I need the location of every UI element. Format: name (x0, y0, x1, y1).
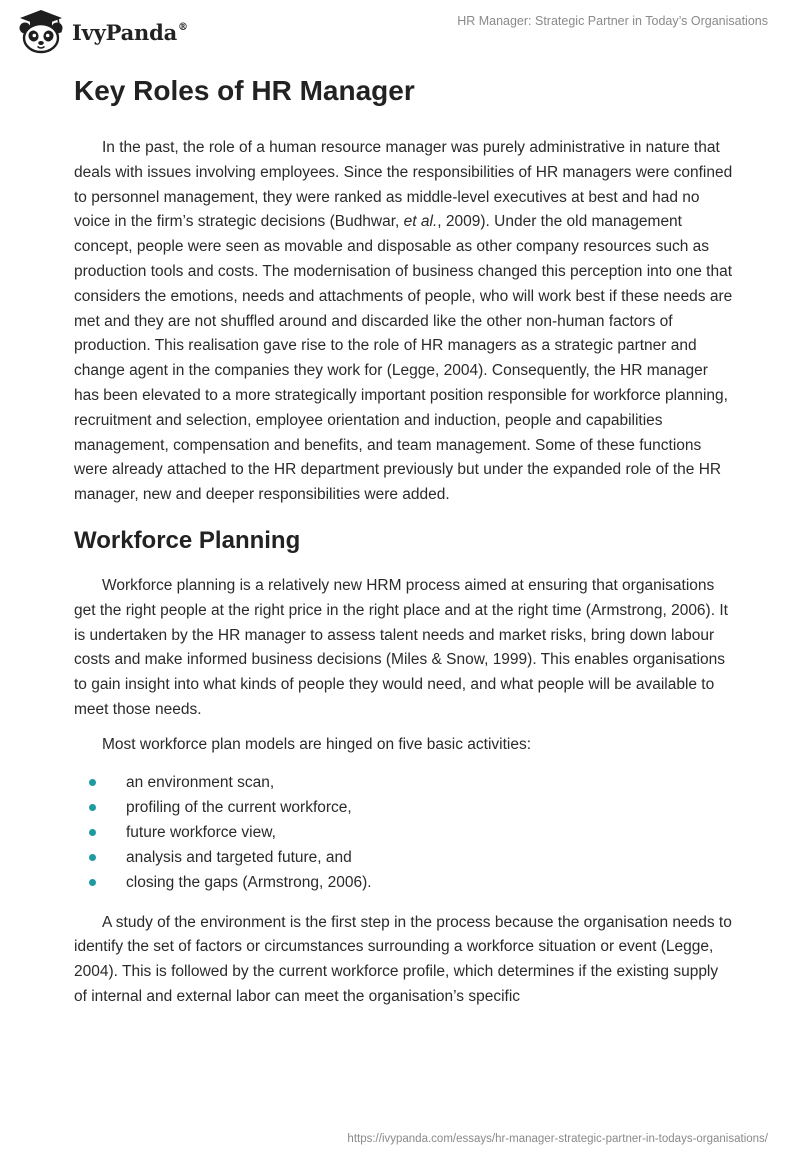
paragraph-environment-study: A study of the environment is the first step in the process because the organisation needs to identify the set of factors or circumstances surrounding a workforce situation or event (Legge, 2004). This is followed by the current workforce profile, which determines if the existing supply of internal and external labor can meet the organisation’s specific (74, 913, 732, 1005)
section-heading-workforce-planning: Workforce Planning (74, 526, 301, 554)
logo[interactable] (16, 8, 188, 54)
paragraph-workforce-planning-intro: Workforce planning is a relatively new HRM process aimed at ensuring that organisations get the right people at the right price in the right place and at the right time (Armstrong, 2006). It is undertaken by the HR manager to assess talent needs and market risks, bring down labour costs and make informed business decisions (Miles & Snow, 1999). This enables organisations to gain insight into what kinds of people they would need, and what people will be available to meet those needs. (74, 576, 728, 718)
bullet-icon (89, 854, 96, 861)
document-title: HR Manager: Strategic Partner in Today’s Organisations (457, 14, 768, 28)
list-item: profiling of the current workforce, (74, 795, 734, 820)
list-item: analysis and targeted future, and (74, 845, 734, 870)
panda-logo-icon (16, 8, 66, 54)
bullet-icon (89, 829, 96, 836)
list-item: future workforce view, (74, 820, 734, 845)
bullet-icon (89, 879, 96, 886)
logo-text: IvyPanda® (72, 19, 188, 45)
section-heading-key-roles: Key Roles of HR Manager (74, 75, 415, 106)
paragraph-workforce-models: Most workforce plan models are hinged on five basic activities: (102, 735, 532, 753)
source-url[interactable]: https://ivypanda.com/essays/hr-manager-strategic-partner-in-todays-organisations/ (347, 1133, 768, 1145)
list-item: an environment scan, (74, 770, 734, 795)
bullet-icon (89, 804, 96, 811)
bullet-icon (89, 779, 96, 786)
list-item: closing the gaps (Armstrong, 2006). (74, 870, 734, 895)
article-content (74, 68, 734, 1020)
paragraph-key-roles: In the past, the role of a human resource manager was purely administrative in nature that deals with issues involving employees. Since the responsibilities of HR managers were confined to personnel management, they were ranked as middle-level executives at best and had no voice in the firm’s strategic decisions (Budhwar, et al., 2009). Under the old management concept, people were seen as movable and disposable as other company resources such as production tools and costs. The modernisation of business changed this perception into one that considers the emotions, needs and attachments of people, who will work best if these needs are met and they are not shuffled around and discarded like the other non-human factors of production. This realisation gave rise to the role of HR managers as a strategic partner and change agent in the companies they work for (Legge, 2004). Consequently, the HR manager has been elevated to a more strategically important position responsible for workforce planning, recruitment and selection, employee orientation and induction, people and capabilities management, compensation and benefits, and team management. Some of these functions were already attached to the HR department previously but under the expanded role of the HR manager, new and deeper responsibilities were added. (74, 139, 733, 504)
activities-list (74, 770, 734, 895)
page-header (0, 0, 800, 60)
